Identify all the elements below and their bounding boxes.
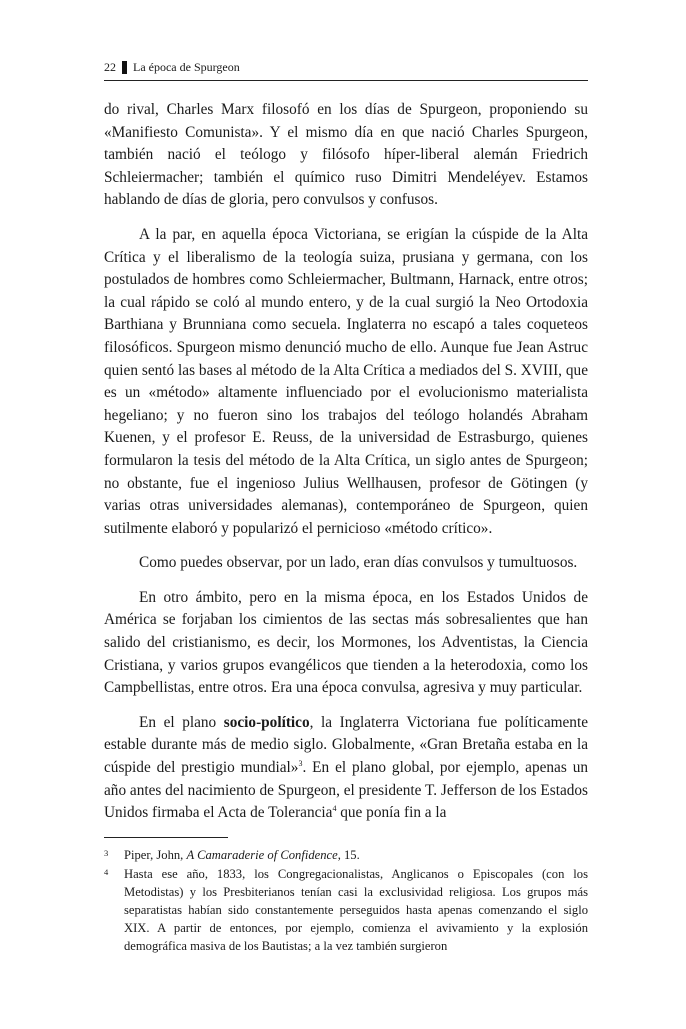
paragraph-5-middle-2: . En el plano global, por ejemplo, apenas un año antes del nacimiento de Spurgeon, el presidente T. Jefferson de los Estados Unidos firmaba el Acta de Tolerancia [104,759,588,822]
paragraph-5 [104,712,588,825]
footnote-divider [104,837,228,838]
running-header [104,58,588,81]
header-separator-mark [122,61,127,74]
footnote-ref-3[interactable]: 3 [298,758,303,768]
paragraph-3: Como puedes observar, por un lado, eran días convulsos y tumultuosos. [139,554,578,572]
paragraph-5-bold-term: socio-político [223,713,310,731]
paragraph-5-middle: , la Inglaterra Victoriana fue políticamente estable durante más de medio siglo. Globalmente, «Gran Bretaña estaba en la cúspide del prestigio mundial» [104,713,588,777]
footnotes [104,846,588,955]
footnote-4-text: Hasta ese año, 1833, los Congregacionalistas, Anglicanos o Episcopales (con los Metodistas) y los Presbiterianos tenían casi la exclusividad religiosa. Los grupos más separatistas habían sido constantemente perseguidos hasta apenas comenzando el siglo XIX. A partir de entonces, por ejemplo, comienza el avivamiento y la explosión demográfica masiva de los Bautistas; a la vez también surgieron [124,866,588,953]
paragraph-4: En otro ámbito, pero en la misma época, en los Estados Unidos de América se forjaban los cimientos de las sectas más sobresalientes que han salido del cristianismo, es decir, los Mormones, los Adventistas, la Ciencia Cristiana, y varios grupos evangélicos que tienden a la heterodoxia, como los Campbellistas, entre otros. Era una época convulsa, agresiva y muy particular. [104,588,588,697]
book-page [104,58,588,956]
footnote-ref-4[interactable]: 4 [332,804,337,814]
footnote-3-author: Piper, John, [124,847,187,862]
footnote-4 [104,865,588,955]
paragraph-5-tail: que ponía fin a la [336,804,447,822]
running-title: La época de Spurgeon [133,59,240,74]
footnote-3 [104,846,588,864]
paragraph-2: A la par, en aquella época Victoriana, se erigían la cúspide de la Alta Crítica y el liberalismo de la teología suiza, prusiana y germana, con los postulados de hombres como Schleiermacher, Bultmann, Harnack, entre otros; la cual rápido se coló al mundo entero, y de la cual surgió la Neo Ortodoxia Barthiana y Brunniana como secuela. Inglaterra no escapó a tales coqueteos filosóficos. Spurgeon mismo denunció mucho de ello. Aunque fue Jean Astruc quien sentó las bases al método de la Alta Crítica a mediados del S. XVIII, que es un «método» altamente influenciado por el evolucionismo materialista hegeliano; y no fueron sino los trabajos del teólogo holandés Abraham Kuenen, y el profesor E. Reuss, de la universidad de Estrasburgo, quienes formularon la tesis del método de la Alta Crítica, un siglo antes de Spurgeon; no obstante, fue el ingenioso Julius Wellhausen, profesor de Götingen (y varias otras universidades alemanas), contemporáneo de Spurgeon, quien sutilmente elaboró y popularizó el pernicioso «método crítico». [104,225,588,537]
page-number: 22 [104,59,116,74]
footnote-3-title: A Camaraderie of Confidence [186,847,338,862]
footnote-3-page: , 15. [337,847,360,862]
paragraph-1: do rival, Charles Marx filosofó en los días de Spurgeon, proponiendo su «Manifiesto Comunista». Y el mismo día en que nació Charles Spurgeon, también nació el teólogo y filósofo híper-liberal alemán Friedrich Schleiermacher; también el químico ruso Dimitri Mendeléyev. Estamos hablando de días de gloria, pero convulsos y confusos. [104,101,588,209]
footnote-3-text [124,846,588,864]
footnote-4-number: 4 [104,866,109,877]
body-text [104,99,588,825]
footnote-3-number: 3 [104,847,109,858]
paragraph-5-lead: En el plano [139,713,224,731]
